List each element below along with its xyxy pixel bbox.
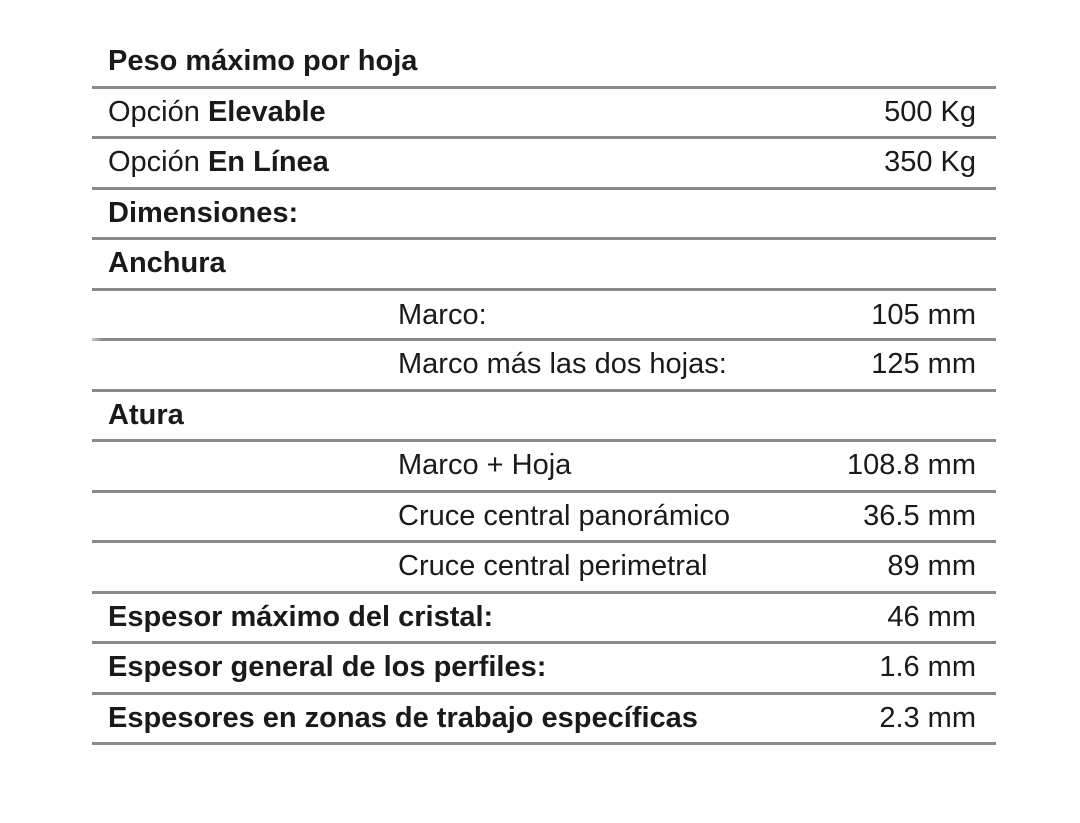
row-value: 350 Kg	[884, 146, 976, 179]
option-prefix: Opción	[108, 95, 200, 128]
row-espesor-cristal	[92, 594, 996, 645]
row-peso-maximo	[92, 38, 996, 89]
row-marco-dos-hojas	[92, 341, 996, 392]
row-label: Dimensiones:	[108, 196, 299, 229]
row-opcion-en-linea	[92, 139, 996, 190]
row-label: Espesores en zonas de trabajo específicas	[108, 701, 698, 734]
row-label: Espesor general de los perfiles:	[108, 651, 547, 684]
row-atura	[92, 392, 996, 443]
row-value: 108.8 mm	[847, 449, 976, 482]
option-prefix: Opción	[108, 146, 200, 179]
row-marco	[92, 291, 996, 342]
row-value: 46 mm	[887, 600, 976, 633]
option-name: En Línea	[207, 146, 329, 179]
row-marco-hoja	[92, 442, 996, 493]
row-value: 500 Kg	[884, 95, 976, 128]
row-opcion-elevable	[92, 89, 996, 140]
row-label: Atura	[108, 398, 184, 431]
row-label	[108, 146, 329, 179]
row-espesores-zonas	[92, 695, 996, 746]
row-value: 89 mm	[887, 550, 976, 583]
row-value: 105 mm	[871, 299, 976, 332]
row-value: 36.5 mm	[863, 499, 976, 532]
row-label	[108, 96, 326, 129]
row-label: Anchura	[108, 247, 226, 280]
row-sublabel: Cruce central panorámico	[398, 499, 731, 532]
row-dimensiones	[92, 190, 996, 241]
spec-table	[92, 38, 996, 745]
row-sublabel: Marco + Hoja	[398, 449, 572, 482]
row-sublabel: Marco más las dos hojas:	[398, 348, 727, 381]
row-label: Peso máximo por hoja	[108, 45, 418, 78]
row-sublabel: Marco:	[398, 299, 487, 332]
row-cruce-panoramico	[92, 493, 996, 544]
row-label: Espesor máximo del cristal:	[108, 600, 494, 633]
row-espesor-perfiles	[92, 644, 996, 695]
row-value: 125 mm	[871, 348, 976, 381]
row-anchura	[92, 240, 996, 291]
row-sublabel: Cruce central perimetral	[398, 550, 708, 583]
option-name: Elevable	[207, 95, 326, 128]
row-cruce-perimetral	[92, 543, 996, 594]
row-value: 1.6 mm	[879, 651, 976, 684]
row-value: 2.3 mm	[879, 701, 976, 734]
